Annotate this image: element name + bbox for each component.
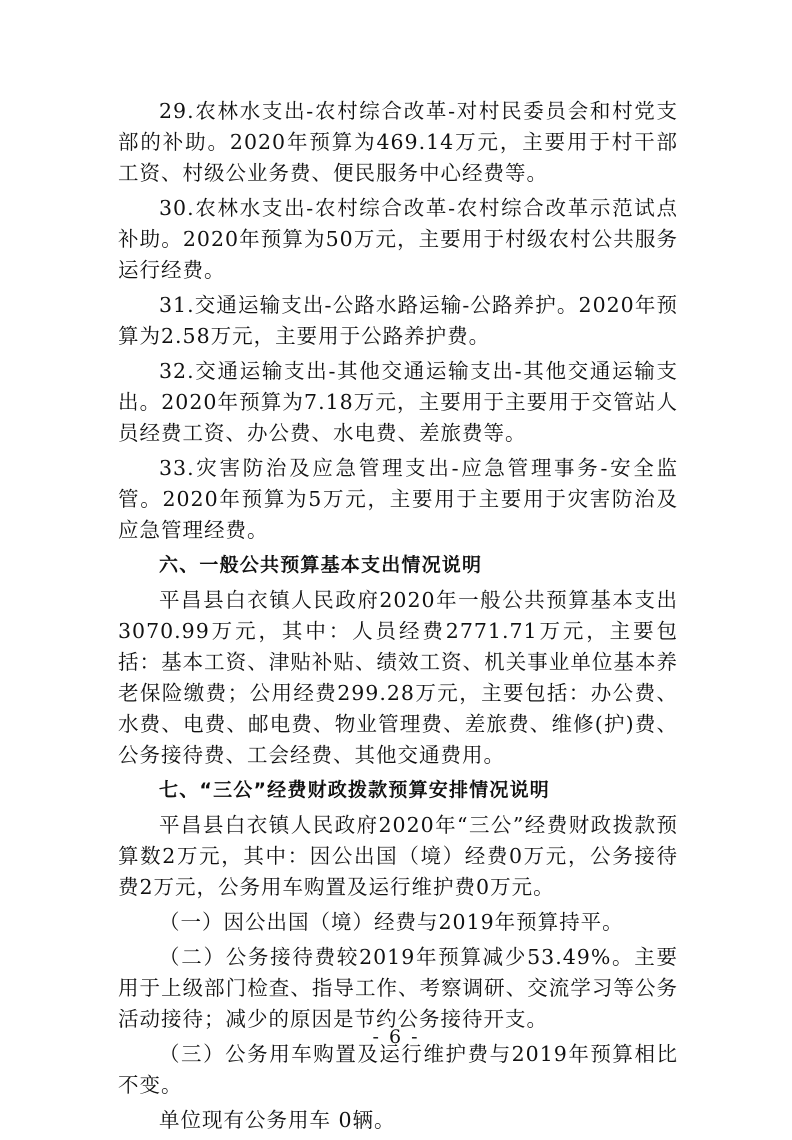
page-content xyxy=(118,96,678,1140)
budget-item-33: 33.灾害防治及应急管理支出-应急管理事务-安全监管。2020年预算为5万元，主要用于主要用于灾害防治及应急管理经费。 xyxy=(118,456,678,542)
budget-item-29: 29.农林水支出-农村综合改革-对村民委员会和村党支部的补助。2020年预算为469.14万元，主要用于村干部工资、村级公业务费、便民服务中心经费等。 xyxy=(118,99,678,185)
budget-item-32: 32.交通运输支出-其他交通运输支出-其他交通运输支出。2020年预算为7.18万元，主要用于主要用于交管站人员经费工资、办公费、水电费、差旅费等。 xyxy=(118,359,678,445)
section-7-item-1: （一）因公出国（境）经费与2019年预算持平。 xyxy=(159,910,624,934)
section-6-body: 平昌县白衣镇人民政府2020年一般公共预算基本支出3070.99万元，其中：人员经费2771.71万元，主要包括：基本工资、津贴补贴、绩效工资、机关事业单位基本养老保险缴费；公用经费299.28万元，主要包括：办公费、水费、电费、邮电费、物业管理费、差旅费、维修(护)费、公务接待费、工会经费、其他交通费用。 xyxy=(118,588,678,767)
section-7-body: 平昌县白衣镇人民政府2020年“三公”经费财政拨款预算数2万元，其中：因公出国（境）经费0万元，公务接待费2万元，公务用车购置及运行维护费0万元。 xyxy=(118,813,678,899)
vehicle-count-note: 单位现有公务用车 0辆。 xyxy=(159,1108,396,1132)
page-number: - 6 - xyxy=(372,1026,420,1048)
section-7-item-2: （二）公务接待费较2019年预算减少53.49%。主要用于上级部门检查、指导工作、考察调研、交流学习等公务活动接待；减少的原因是节约公务接待开支。 xyxy=(118,945,678,1031)
budget-item-30: 30.农林水支出-农村综合改革-农村综合改革示范试点补助。2020年预算为50万元，主要用于村级农村公共服务运行经费。 xyxy=(118,196,678,282)
section-6-heading: 六、一般公共预算基本支出情况说明 xyxy=(159,554,483,576)
section-7-heading: 七、“三公”经费财政拨款预算安排情况说明 xyxy=(159,779,550,801)
section-7-item-3: （三）公务用车购置及运行维护费与2019年预算相比不变。 xyxy=(118,1042,678,1097)
budget-item-31: 31.交通运输支出-公路水路运输-公路养护。2020年预算为2.58万元，主要用于公路养护费。 xyxy=(118,293,678,348)
